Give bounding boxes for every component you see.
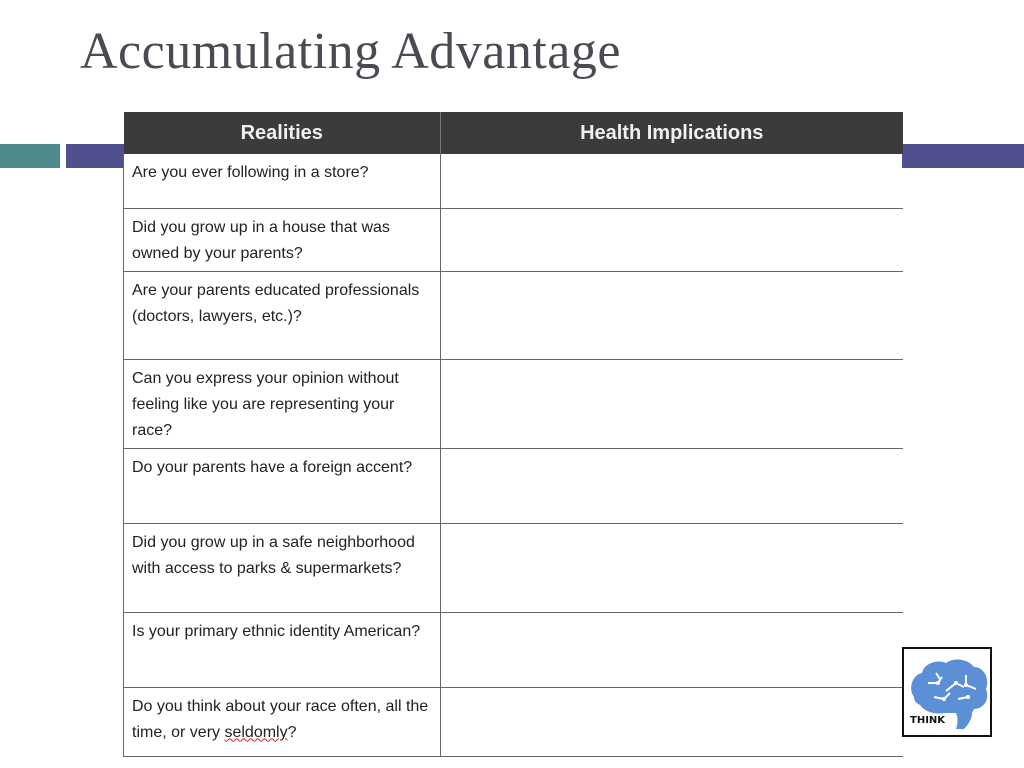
question-cell: Did you grow up in a safe neighborhood with access to parks & supermarkets? [124, 523, 441, 612]
question-text-end: ? [287, 723, 297, 741]
implication-cell[interactable] [441, 687, 903, 756]
table-row [124, 359, 903, 448]
table-row [124, 154, 903, 208]
question-cell: Do your parents have a foreign accent? [124, 448, 441, 523]
implication-cell[interactable] [441, 523, 903, 612]
implication-cell[interactable] [441, 271, 903, 359]
table-row [124, 448, 903, 523]
table-row [124, 208, 903, 271]
question-cell: Can you express your opinion without feeling like you are representing your race? [124, 359, 441, 448]
table-row [124, 271, 903, 359]
think-logo [902, 647, 992, 737]
header-health-implications: Health Implications [441, 112, 903, 154]
table-header-row [124, 112, 903, 154]
question-cell: Did you grow up in a house that was owned by your parents? [124, 208, 441, 271]
logo-label: THINK [910, 715, 946, 726]
question-cell: Are you ever following in a store? [124, 154, 441, 208]
slide-title: Accumulating Advantage [80, 23, 621, 80]
decorative-bar-teal [0, 144, 60, 168]
implication-cell[interactable] [441, 448, 903, 523]
table-row [124, 612, 903, 687]
table-row [124, 687, 903, 756]
question-cell: Is your primary ethnic identity American? [124, 612, 441, 687]
table-row [124, 523, 903, 612]
misspelled-word: seldomly [224, 723, 288, 741]
implication-cell[interactable] [441, 154, 903, 208]
header-realities: Realities [124, 112, 441, 154]
question-cell [124, 687, 441, 756]
implication-cell[interactable] [441, 612, 903, 687]
question-text: Do you think about your race often, all the time, or very [132, 697, 429, 741]
decorative-bar-blue-right [902, 144, 1024, 168]
realities-table-container [123, 112, 902, 757]
question-cell: Are your parents educated professionals (doctors, lawyers, etc.)? [124, 271, 441, 359]
implication-cell[interactable] [441, 208, 903, 271]
implication-cell[interactable] [441, 359, 903, 448]
realities-table [123, 112, 903, 757]
decorative-bar-blue-left [66, 144, 124, 168]
